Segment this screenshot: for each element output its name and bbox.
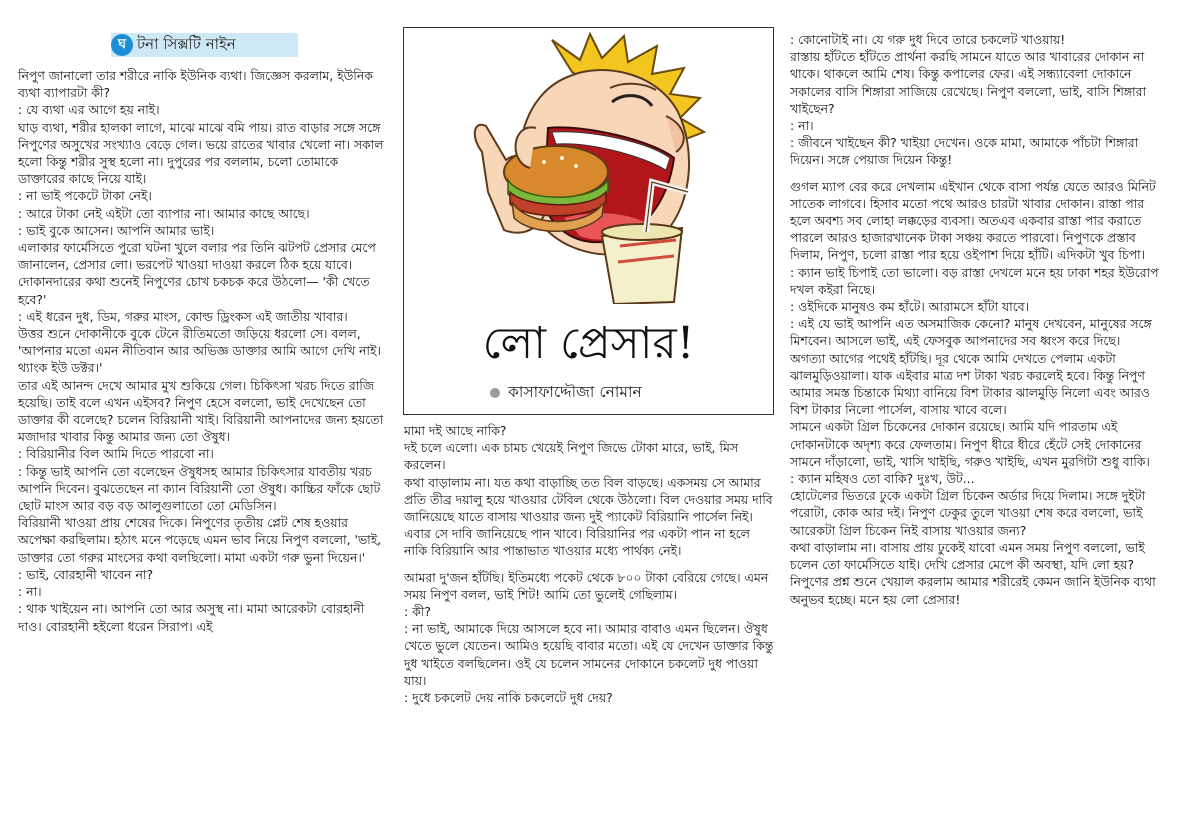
- paragraph-gap: [790, 169, 1162, 178]
- paragraph: : না ভাই, আমাকে দিয়ে আসলে হবে না। আমার বাবাও এমন ছিলেন। ঔষুধ খেতে ভুলে যেতেন। আমিও হয়েছি বাবার মতো। এই যে দেখেন ডাক্তার কিন্তু দুধ খাইতে বলছিলেন। ওই যে চলেন সামনের দোকানে চকলেট দুধ পাওয়া যায়।: [404, 621, 774, 688]
- article-column-right: [790, 31, 1162, 608]
- author-name: কাসাফাদ্দৌজা নোমান: [508, 383, 642, 401]
- paragraph-gap: [404, 560, 774, 569]
- paragraph: : কিন্তু ভাই আপনি তো বলেছেন ঔষুধসহ আমার চিকিৎসার যাবতীয় খরচ আপনি দিবেন। বুঝতেছেন না ক্যান বিরিয়ানী তো ঔষুধ। কাচ্চির ফাঁকে ছোট ছোট মাংস আর বড় বড় আলুগুলাতো তো মেডিসিন।: [18, 463, 381, 514]
- paragraph: : ভাই বুকে আসেন। আপনি আমার ভাই।: [18, 222, 215, 238]
- paragraph: এলাকার ফার্মেসিতে পুরো ঘটনা খুলে বলার পর তিনি ঝটপট প্রেসার মেপে জানালেন, প্রেসার লো। ভরপেট খাওয়া দাওয়া করলে ঠিক হয়ে যাবে। দোকানদারের কথা শুনেই নিপুণের চোখ চকচক করে উঠলো— 'কী খেতে হবে?': [18, 240, 376, 307]
- section-title: টনা সিক্সটি নাইন: [137, 34, 236, 53]
- paragraph: হোটেলের ভিতরে ঢুকে একটা গ্রিল চিকেন অর্ডার দিয়ে দিলাম। সঙ্গে দুইটা পরোটা, কোক আর দই। নিপুণ ঢেকুর তুলে খাওয়া শেষ করে বললো, ভাই আরেকটা গ্রিল চিকেন নিই বাসায় খাওয়ার জন্য?: [790, 488, 1146, 538]
- paragraph: : আরে টাকা নেই এইটা তো ব্যাপার না। আমার কাছে আছে।: [18, 205, 310, 221]
- paragraph: সামনে একটা গ্রিল চিকেনের দোকান রয়েছে। আমি যদি পারতাম এই দোকানটাকে অদৃশ্য করে ফেলতাম। নিপুণ ধীরে ধীরে হেঁটে সেই দোকানের সামনে দাঁড়ালো, ভাই, খাসি খাইছি, গরুও খাইছি, এখন মুরগিটা শুধু বাকি।: [790, 419, 1150, 469]
- paragraph: : যে ব্যথা এর আগে হয় নাই।: [18, 102, 160, 118]
- paragraph: : থাক খাইয়েন না। আপনি তো আর অসুস্থ না। মামা আরেকটা বোরহানী দাও। বোরহানী হইলো ধরেন সিরাপ। এই: [18, 601, 365, 634]
- paragraph: ঘাড় ব্যথা, শরীর হালকা লাগে, মাঝে মাঝে বমি পায়। রাত বাড়ার সঙ্গে সঙ্গে নিপুণের অসুখের সংখ্যাও বেড়ে গেল। ভয়ে রাতের খাবার খেলো না। সকাল হলো কিন্তু শরীর সুস্থ হলো না। দুপুরের পর বললাম, চলো তোমাকে ডাক্তারের কাছে নিয়ে যাই।: [18, 119, 384, 187]
- paragraph: : কী?: [404, 604, 431, 620]
- author-byline: [490, 380, 642, 406]
- paragraph: মামা দই আছে নাকি?: [404, 423, 507, 438]
- paragraph: উত্তর শুনে দোকানীকে বুকে টেনে রীতিমতো জড়িয়ে ধরলো সে। বলল, 'আপনার মতো এমন নীতিবান আর অভিজ্ঞ ডাক্তার আমি আগে দেখি নাই। থ্যাংক ইউ ডক্টর।': [18, 326, 381, 376]
- paragraph: : এই ধরেন দুধ, ডিম, গরুর মাংস, কোল্ড ড্রিংকস এই জাতীয় খাবার।: [18, 308, 348, 324]
- feature-box: [403, 27, 774, 415]
- paragraph: অগত্যা আগের পথেই হাঁটছি। দূর থেকে আমি দেখতে পেলাম একটা ঝালমুড়িওয়ালা। যাক এইবার মাত্র দশ টাকা খরচ করলেই হবে। কিন্তু নিপুণ আমার সমস্ত চিন্তাকে মিথ্যা বানিয়ে বিশ টাকার ঝালমুড়ি নিলো এবং আরও বিশ টাকার নিলো পার্সেল, বাসায় খাবে বলে।: [790, 350, 1150, 418]
- paragraph: : কোনোটাই না। যে গরু দুধ দিবে তারে চকলেট খাওয়ায়!: [790, 32, 1066, 47]
- paragraph: রাস্তায় হাঁটতে হাঁটতে প্রার্থনা করছি সামনে যাতে আর খাবারের দোকান না থাকে। থাকলে আমি শেষ। কিন্তু কপালের ফের। এই সন্ধ্যাবেলা দোকানে সকালের বাসি শিঙ্গারা সাজিয়ে রেখেছে। নিপুণ বললো, ভাই, বাসি শিঙ্গারা খাইছেন?: [790, 49, 1147, 116]
- paragraph: : জীবনে খাইছেন কী? খাইয়া দেখেন। ওকে মামা, আমাকে পাঁচটা শিঙ্গারা দিয়েন। সঙ্গে পেয়াজ দিয়েন কিন্তু!: [790, 135, 1139, 168]
- article-column-middle: [404, 422, 774, 706]
- paragraph: : ওইদিকে মানুষও কম হাঁটে। আরামসে হাঁটা যাবে।: [790, 299, 1030, 315]
- paragraph: : না ভাই পকেটে টাকা নেই।: [18, 188, 152, 204]
- section-badge: ঘ: [111, 34, 133, 56]
- bullet-dot-icon: [490, 388, 500, 398]
- paragraph: গুগল ম্যাপ বের করে দেখলাম এইখান থেকে বাসা পর্যন্ত যেতে আরও মিনিট সাতেক লাগবে। হিসাব মতো পথে আরও চারটা খাবার দোকান। রাস্তা পার হলে অবশ্য সব লোহা লক্কড়ের ব্যবসা। অতএব একবার রাস্তা পার করাতে পারলে আরও হাজারখানেক টাকা সঞ্চয় করতে পারবো। নিপুণকে প্রস্তাব দিলাম, নিপুণ, চলো রাস্তা পার হয়ে ওইপাশ দিয়ে হাঁটি। এদিকটা খুব চিপা।: [790, 178, 1156, 263]
- paragraph: আমরা দু'জন হাঁটছি। ইতিমধ্যে পকেট থেকে ৮০০ টাকা বেরিয়ে গেছে। এমন সময় নিপুণ বলল, ভাই শিট! আমি তো ভুলেই গেছিলাম।: [404, 569, 769, 602]
- paragraph: কথা বাড়ালাম না। বাসায় প্রায় ঢুকেই যাবো এমন সময় নিপুণ বললো, ভাই চলেন তো ফার্মেসিতে যাই। দেখি প্রেসার মেপে কী অবস্থা, যদি লো হয়?: [790, 539, 1145, 573]
- paragraph: : ক্যান ভাই চিপাই তো ভালো। বড় রাস্তা দেখলে মনে হয় ঢাকা শহর ইউরোপ দখল কইরা নিছে।: [790, 264, 1159, 297]
- paragraph: : বিরিয়ানীর বিল আমি দিতে পারবো না।: [18, 446, 214, 462]
- paragraph: : দুধে চকলেট দেয় নাকি চকলেটে দুধ দেয়?: [404, 690, 613, 706]
- paragraph: : না।: [18, 584, 42, 600]
- section-header: [111, 33, 298, 57]
- article-column-left: [18, 67, 384, 635]
- paragraph: : এই যে ভাই আপনি এত অসমাজিক কেনো? মানুষ দেখবেন, মানুষের সঙ্গে মিশবেন। আসলে ভাই, এই ফেসবুক আপনাদের সব ধ্বংস করে দিছে।: [790, 316, 1152, 349]
- paragraph: দই চলে এলো। এক চামচ খেয়েই নিপুণ জিভে টোকা মারে, ভাই, মিস করলেন।: [404, 440, 739, 473]
- burger-eating-illustration: [452, 32, 722, 304]
- paragraph: কথা বাড়ালাম না। যত কথা বাড়াচ্ছি তত বিল বাড়ছে। একসময় সে আমার প্রতি তীব্র দয়ালু হয়ে খাওয়ার টেবিল থেকে উঠলো। বিল দেওয়ার সময় দাবি জানিয়েছে যাতে বাসায় খাওয়ার জন্য দুই প্যাকেট বিরিয়ানি পার্সেল নিই।: [404, 474, 773, 525]
- paragraph: নিপুণের প্রশ্ন শুনে খেয়াল করলাম আমার শরীরেই কেমন জানি ইউনিক ব্যথা অনুভব হচ্ছে। মনে হয় লো প্রেসার!: [790, 574, 1156, 607]
- paragraph: নিপুণ জানালো তার শরীরে নাকি ইউনিক ব্যথা। জিজ্ঞেস করলাম, ইউনিক ব্যথা ব্যাপারটা কী?: [18, 68, 373, 101]
- paragraph: তার এই আনন্দ দেখে আমার মুখ শুকিয়ে গেল। চিকিৎসা খরচ দিতে রাজি হয়েছি। তাই বলে এখন এইসব? নিপুণ হেসে বললো, ভাই দেখেছেন তো ডাক্তার কী বলেছে? চলেন বিরিয়ানী খাই। বিরিয়ানী আপনাদের জন্য হয়তো মজাদার খাবার কিন্তু আমার জন্য তো ঔষুধ।: [18, 377, 384, 445]
- paragraph: বিরিয়ানী খাওয়া প্রায় শেষের দিকে। নিপুণের তৃতীয় প্লেট শেষ হওয়ার অপেক্ষা করছিলাম। হঠাৎ মনে পড়েছে এমন ভাব নিয়ে নিপুণ বললো, 'ভাই, ডাক্তার তো গরুর মাংসের কথা বলছিলো। মামা একটা গরু ভুনা দিয়েন।': [18, 515, 382, 565]
- paragraph: এবার সে দাবি জানিয়েছে পান খাবে। বিরিয়ানির পর একটা পান না হলে নাকি বিরিয়ানি আর পান্তাভাত খাওয়ার মধ্যে পার্থক্য নেই।: [404, 526, 750, 559]
- paragraph: : ভাই, বোরহানী খাবেন না?: [18, 566, 154, 582]
- paragraph: : ক্যান মহিষও তো বাকি? দুঃখ, উট...: [790, 471, 975, 487]
- article-headline: লো প্রেসার!: [482, 318, 695, 369]
- paragraph: : না।: [790, 118, 814, 134]
